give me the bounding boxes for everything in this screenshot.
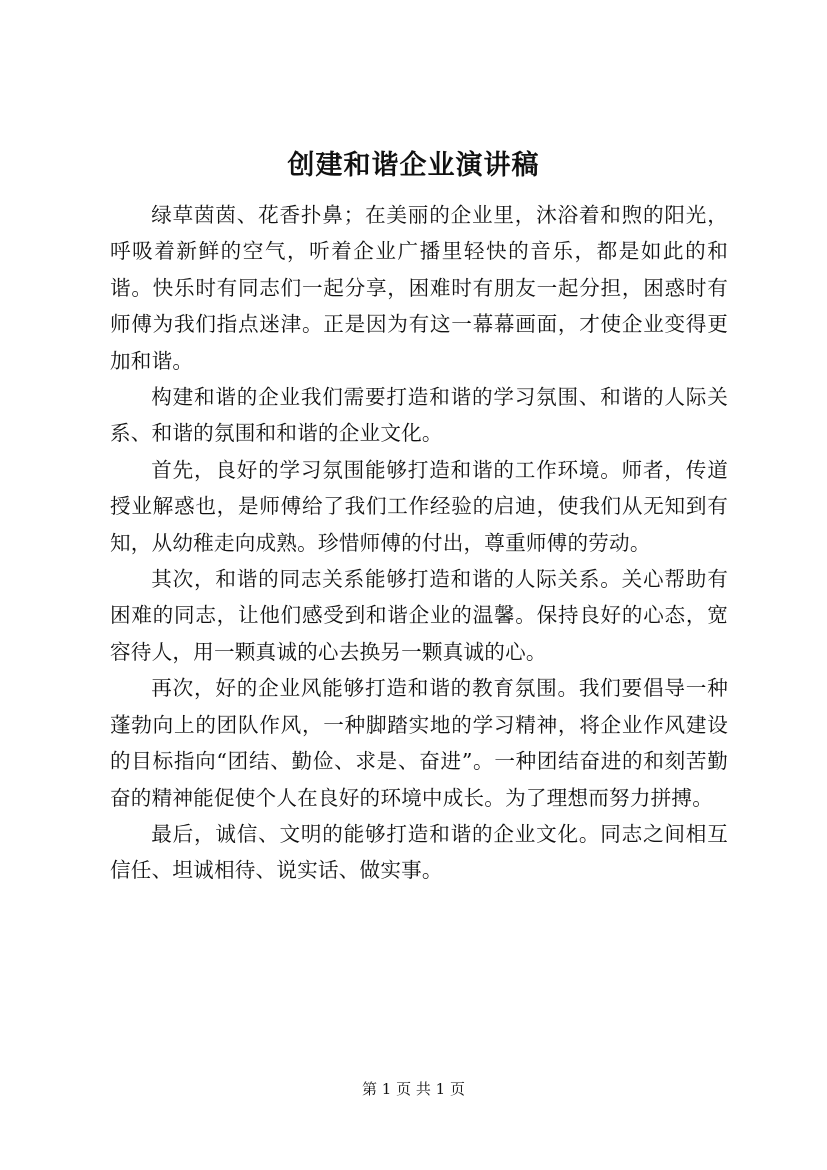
paragraph-first: 首先，良好的学习氛围能够打造和谐的工作环境。师者，传道授业解惑也，是师傅给了我们工作经验的启迪，使我们从无知到有知，从幼稚走向成熟。珍惜师傅的付出，尊重师傅的劳动。 bbox=[110, 457, 728, 555]
paragraph-intro: 绿草茵茵、花香扑鼻；在美丽的企业里，沐浴着和煦的阳光，呼吸着新鲜的空气，听着企业广播里轻快的音乐，都是如此的和谐。快乐时有同志们一起分享，困难时有朋友一起分担，困惑时有师傅为我们指点迷津。正是因为有这一幕幕画面，才使企业变得更加和谐。 bbox=[110, 203, 728, 373]
paragraph-third: 再次，好的企业风能够打造和谐的教育氛围。我们要倡导一种蓬勃向上的团队作风，一种脚踏实地的学习精神，将企业作风建设的目标指向“团结、勤俭、求是、奋进”。一种团结奋进的和刻苦勤奋的精神能促使个人在良好的环境中成长。为了理想而努力拼搏。 bbox=[110, 676, 728, 810]
page-number-footer: 第 1 页 共 1 页 bbox=[362, 1080, 465, 1098]
paragraph-second: 其次，和谐的同志关系能够打造和谐的人际关系。关心帮助有困难的同志，让他们感受到和谐企业的温馨。保持良好的心态，宽容待人，用一颗真诚的心去换另一颗真诚的心。 bbox=[110, 567, 728, 664]
document-body bbox=[110, 197, 728, 889]
paragraph-overview: 构建和谐的企业我们需要打造和谐的学习氛围、和谐的人际关系、和谐的氛围和和谐的企业文化。 bbox=[110, 385, 728, 446]
document-title: 创建和谐企业演讲稿 bbox=[287, 150, 540, 181]
paragraph-last: 最后，诚信、文明的能够打造和谐的企业文化。同志之间相互信任、坦诚相待、说实话、做实事。 bbox=[110, 821, 728, 883]
